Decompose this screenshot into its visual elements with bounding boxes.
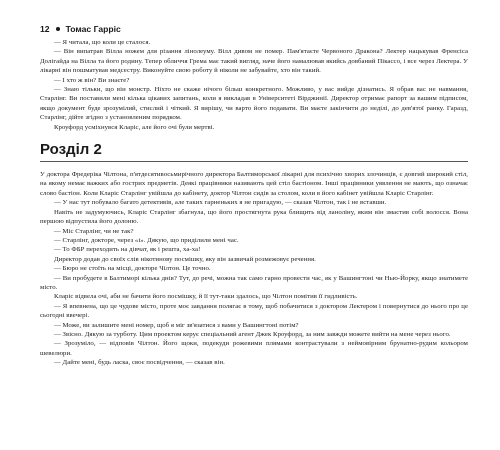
- chapter-heading: Розділ 2: [40, 142, 468, 162]
- author-name: Томас Гарріс: [65, 24, 121, 34]
- paragraph: — Я впевнена, що це чудове місто, проте моє завдання полягає в тому, щоб побачитися з доктором Лектером і повернутися до нього про це сьогодні ввечері.: [40, 302, 468, 320]
- paragraph: — Він випатрав Вілла ножем для різання лінолеуму. Вілл дивом не помер. Пам'ятаєте Червоного Дракона? Лектер нацькував Френсіса Долігайда на Вілла та його родину. Тепер обличчя Грема має такий вигляд, наче його намалював якийсь довбаний Пікассо, і все через Лектера. У лікарні він пошматував медсестру. Виконуйте свою роботу й ніколи не забувайте, хто він такий.: [40, 48, 468, 75]
- paragraph: Кларіс відвела очі, аби не бачити його посмішку, й її тут-таки здалось, що Чілтон помітив її гидливість.: [54, 293, 358, 301]
- paragraph: — Звісно. Дякую за турботу. Цим проектом керує спеціальний агент Джек Кроуфорд, за ним завжди можете вийти на мене через нього.: [54, 330, 451, 338]
- paragraph: — Міс Старлінг, чи не так?: [54, 227, 134, 235]
- paragraph: — То ФБР переходить на дівчат, як і решта, ха-ха!: [54, 246, 201, 254]
- running-header: [40, 22, 468, 36]
- paragraph: — Зрозуміло, — відповів Чілтон. Його щоки, подекуди рожевими плямами контрастували з неймовірним брунатно-рудим кольором шевелюри.: [40, 340, 468, 357]
- page-number: 12: [40, 24, 50, 34]
- paragraph: Навіть не задумуючись, Кларіс Старлінг збагнула, що його простягнута рука блищить від ланоліну, яким він змастив собі волосся. Вона першою відпустила його долоню.: [40, 208, 468, 226]
- paragraph: — Старлінг, докторе, через «і». Дякую, що приділили мені час.: [54, 236, 239, 244]
- section-two: [40, 170, 468, 368]
- paragraph: — Ви пробудете в Балтиморі кілька днів? Тут, до речі, можна так само гарно провести час, як у Вашингтоні чи Нью-Йорку, якщо знатимете місто.: [40, 274, 468, 291]
- paragraph: — Знаю тільки, що він монстр. Ніхто не скаже нічого більш конкретного. Можливо, у вас вийде дізнатись. Я обрав вас не навмання, Старлінг. Ви поставили мені кілька цікавих запитань, коли я викладав в Університеті Вірджинії. Директор отримає рапорт за вашим підписом, якщо документ буде зрозумілий, стислий і чіткий. Я вирішу, чи варто його подавати. Ви маєте закінчити до неділі, до дев'ятої ранку. Гаразд, Старлінг, дійте згідно з установленим порядком.: [40, 86, 468, 122]
- paragraph: — У нас тут побувало багато детективів, але таких гарненьких я не пригадую, — сказав Чілтон, так і не вставши.: [54, 199, 387, 207]
- paragraph: У доктора Фредеріка Чілтона, п'ятдесятивосьмирічного директора Балтиморської лікарні для психічно хворих злочинців, є довгий широкий стіл, на якому немає важких або гострих предметів. Деякі працівники називають цей стіл бастіоном. Інші працівники уявлення не мають, що означає слово бастіон. Коли Кларіс Старлінг увійшла до кабінету, доктор Чілтон сидів за столом, коли в його кабінет увійшла Кларіс Старлінг.: [40, 171, 468, 197]
- book-page: [40, 22, 468, 368]
- paragraph: — Бюро не стоїть на місці, докторе Чілтон. Це точно.: [54, 265, 211, 273]
- paragraph: — І хто ж він? Ви знаєте?: [54, 76, 130, 84]
- paragraph: — Дайте мені, будь ласка, своє посвідчення, — сказав він.: [54, 359, 225, 367]
- section-one: [40, 38, 468, 132]
- paragraph: Кроуфорд усміхнувся Кларіс, але його очі були мертві.: [54, 123, 215, 131]
- paragraph: — Я читала, що коли це сталося.: [54, 39, 151, 46]
- bullet-separator: [56, 27, 60, 31]
- paragraph: Директор додав до своїх слів нікотинову посмішку, яку він зазвичай розмежовує речення.: [54, 255, 316, 263]
- paragraph: — Може, ви залишите мені номер, щоб я міг зв'язатися з вами у Вашингтоні потім?: [54, 321, 299, 329]
